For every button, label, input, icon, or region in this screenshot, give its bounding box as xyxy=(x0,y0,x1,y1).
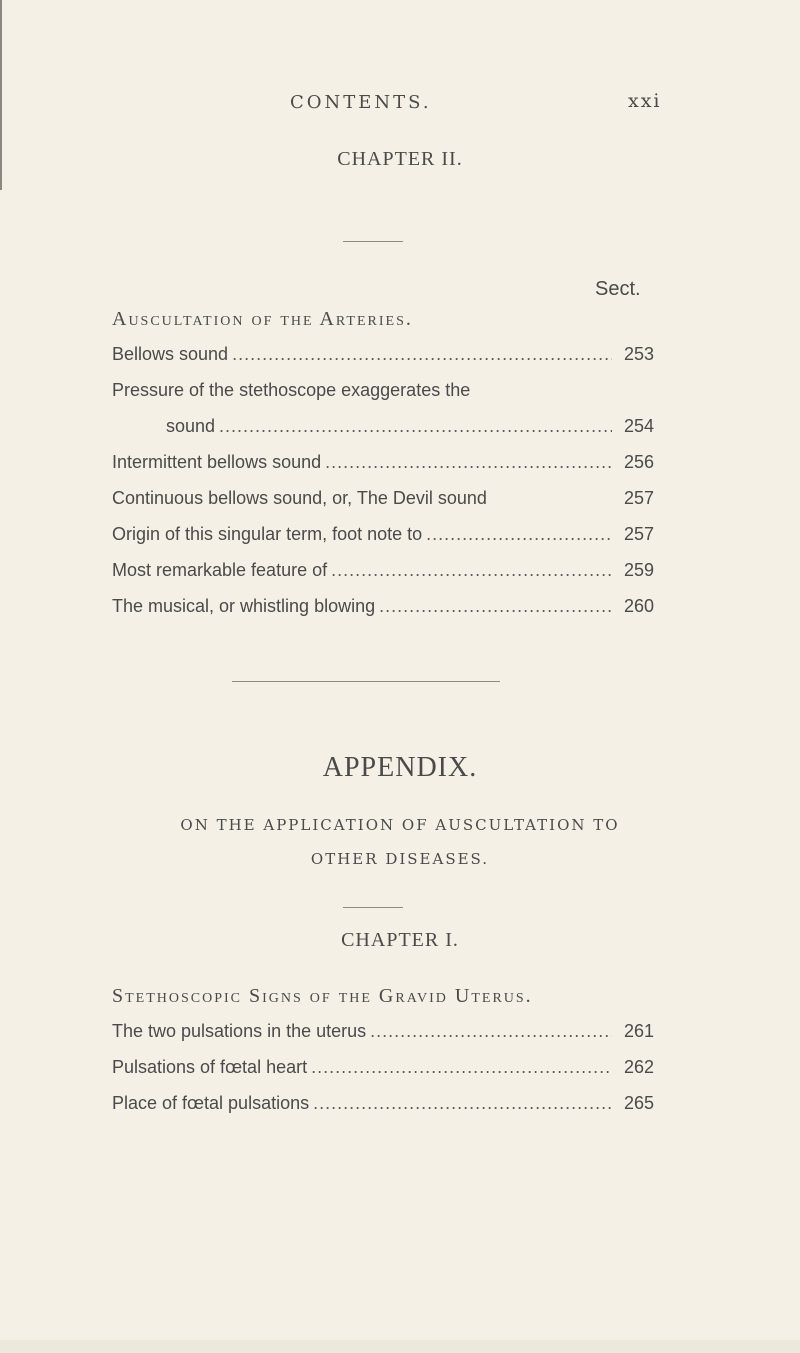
short-rule xyxy=(343,907,403,908)
chapter-2-heading: CHAPTER II. xyxy=(337,148,463,170)
toc-entry xyxy=(112,1057,654,1078)
toc-entry-number: 257 xyxy=(623,524,654,544)
dot-leader xyxy=(331,560,612,581)
dot-leader xyxy=(219,416,612,437)
page-number: xxi xyxy=(628,90,662,112)
toc-entry-number: 256 xyxy=(623,452,654,472)
toc-entry-text: sound xyxy=(166,416,216,436)
dot-leader xyxy=(325,452,612,473)
toc-entry xyxy=(112,1093,654,1114)
dot-leader xyxy=(232,344,612,365)
toc-entry xyxy=(112,344,654,365)
sect-column-label: Sect. xyxy=(595,278,641,300)
toc-entry-number: 260 xyxy=(623,596,654,616)
toc-entry-text: Continuous bellows sound, or, The Devil sound xyxy=(112,488,487,508)
toc-entry-number: 259 xyxy=(623,560,654,580)
appendix-subtitle-line-2: OTHER DISEASES. xyxy=(310,850,490,868)
toc-entry-number: 253 xyxy=(623,344,654,364)
toc-entry-number: 262 xyxy=(623,1057,654,1077)
chapter-1-heading: CHAPTER I. xyxy=(341,929,459,951)
toc-entry-text: The two pulsations in the uterus xyxy=(112,1021,367,1041)
dot-leader xyxy=(370,1021,612,1042)
toc-entry xyxy=(112,524,654,545)
toc-entry-text: The musical, or whistling blowing xyxy=(112,596,376,616)
toc-entry-text: Origin of this singular term, foot note to xyxy=(112,524,423,544)
dot-leader xyxy=(313,1093,612,1114)
running-header xyxy=(0,86,800,126)
toc-entry-text: Pressure of the stethoscope exaggerates the xyxy=(112,380,471,400)
toc-entry xyxy=(112,596,654,617)
toc-entry xyxy=(112,1021,654,1042)
toc-entry xyxy=(112,560,654,581)
dot-leader xyxy=(379,596,612,617)
section-divider-rule xyxy=(232,681,500,682)
toc-entry-text: Place of fœtal pulsations xyxy=(112,1093,310,1113)
toc-entry-number: 254 xyxy=(623,416,654,436)
toc-entry-number: 265 xyxy=(623,1093,654,1113)
toc-entry-text: Bellows sound xyxy=(112,344,229,364)
dot-leader xyxy=(311,1057,612,1078)
header-title: CONTENTS. xyxy=(290,92,432,113)
section-title-gravid-uterus: Stethoscopic Signs of the Gravid Uterus. xyxy=(112,985,533,1007)
short-rule xyxy=(343,241,403,242)
section-title-arteries: Auscultation of the Arteries. xyxy=(112,308,413,330)
toc-entry-text: Pulsations of fœtal heart xyxy=(112,1057,308,1077)
toc-entry xyxy=(112,452,654,473)
toc-entry-text: Most remarkable feature of xyxy=(112,560,328,580)
appendix-subtitle-line-1: ON THE APPLICATION OF AUSCULTATION TO xyxy=(180,816,620,834)
appendix-title: APPENDIX. xyxy=(322,752,478,783)
toc-entry-text: Intermittent bellows sound xyxy=(112,452,322,472)
toc-entry-number: 261 xyxy=(623,1021,654,1041)
toc-entry xyxy=(112,488,654,509)
toc-entry xyxy=(166,416,654,437)
page-bottom-edge xyxy=(0,1340,800,1353)
toc-entry-number: 257 xyxy=(623,488,654,508)
dot-leader xyxy=(426,524,612,545)
